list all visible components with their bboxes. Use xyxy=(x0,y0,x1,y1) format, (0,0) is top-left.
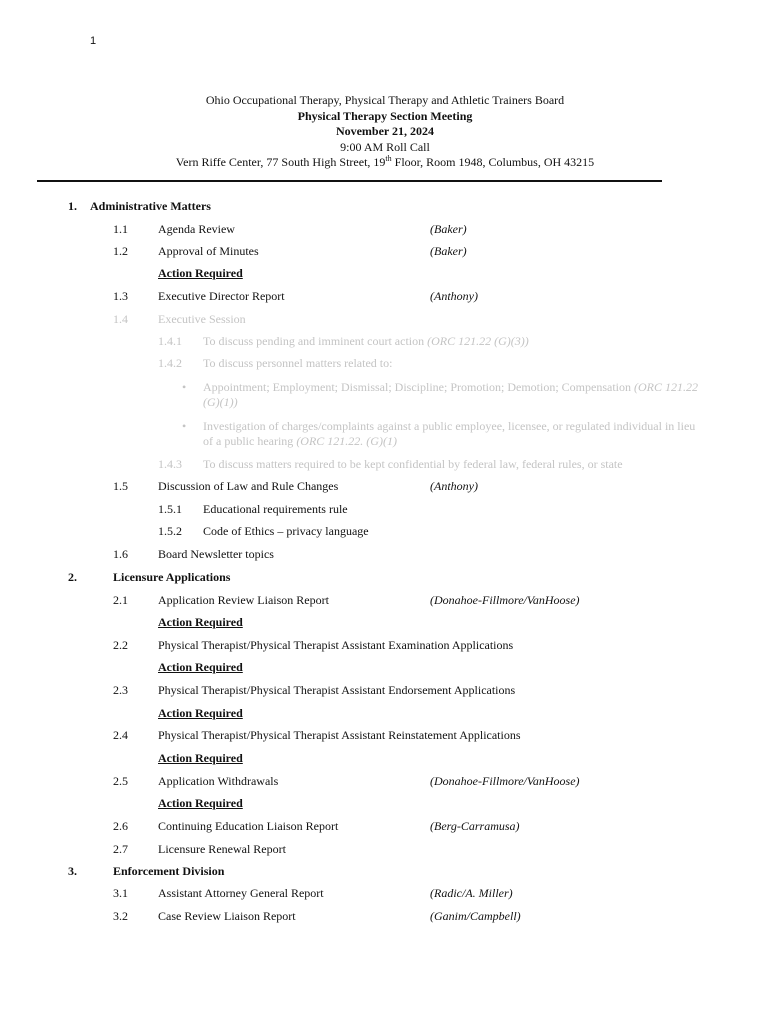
item-2-6-number: 2.6 xyxy=(113,819,128,833)
document-header xyxy=(0,93,770,171)
item-1-4-title: Executive Session xyxy=(158,312,246,326)
item-1-2-action-required: Action Required xyxy=(158,266,243,280)
bullet-icon: • xyxy=(182,419,187,433)
item-2-1-presenter: (Donahoe-Fillmore/VanHoose) xyxy=(430,593,580,607)
item-1-6-number: 1.6 xyxy=(113,547,128,561)
item-1-4-number: 1.4 xyxy=(113,312,128,326)
item-1-5-2-number: 1.5.2 xyxy=(158,524,182,538)
item-1-4-2-bullet-1: Appointment; Employment; Dismissal; Discipline; Promotion; Demotion; Compensation (ORC 121.22 (G)(1)) xyxy=(203,380,698,409)
item-3-1-title: Assistant Attorney General Report xyxy=(158,886,324,900)
item-2-2-action-required: Action Required xyxy=(158,660,243,674)
item-2-1-title: Application Review Liaison Report xyxy=(158,593,329,607)
item-2-2-number: 2.2 xyxy=(113,638,128,652)
item-1-5-1-title: Educational requirements rule xyxy=(203,502,348,516)
header-divider xyxy=(37,180,662,182)
item-1-4-3-number: 1.4.3 xyxy=(158,457,182,471)
section-3-title: Enforcement Division xyxy=(113,864,225,878)
board-name: Ohio Occupational Therapy, Physical Therapy and Athletic Trainers Board xyxy=(205,93,565,107)
section-1-title: Administrative Matters xyxy=(90,199,211,213)
item-1-4-1-number: 1.4.1 xyxy=(158,334,182,348)
meeting-title: Physical Therapy Section Meeting xyxy=(297,108,473,123)
item-2-4-action-required: Action Required xyxy=(158,751,243,765)
item-2-1-action-required: Action Required xyxy=(158,615,243,629)
item-1-1-title: Agenda Review xyxy=(158,222,235,236)
item-2-7-title: Licensure Renewal Report xyxy=(158,842,286,856)
section-3-number: 3. xyxy=(68,864,77,878)
item-1-6-title: Board Newsletter topics xyxy=(158,547,274,561)
item-3-2-presenter: (Ganim/Campbell) xyxy=(430,909,521,923)
item-2-6-presenter: (Berg-Carramusa) xyxy=(430,819,520,833)
item-1-3-number: 1.3 xyxy=(113,289,128,303)
section-2-title: Licensure Applications xyxy=(113,570,231,584)
item-1-2-title: Approval of Minutes xyxy=(158,244,259,258)
section-2-number: 2. xyxy=(68,570,77,584)
section-1-number: 1. xyxy=(68,199,77,213)
item-2-2-title: Physical Therapist/Physical Therapist Assistant Examination Applications xyxy=(158,638,514,652)
item-1-4-2-number: 1.4.2 xyxy=(158,356,182,370)
item-1-5-1-number: 1.5.1 xyxy=(158,502,182,516)
item-2-4-title: Physical Therapist/Physical Therapist Assistant Reinstatement Applications xyxy=(158,728,521,742)
item-1-5-title: Discussion of Law and Rule Changes xyxy=(158,479,339,493)
item-2-1-number: 2.1 xyxy=(113,593,128,607)
item-1-4-2-bullet-2: Investigation of charges/complaints against a public employee, licensee, or regulated individual in lieu of a public hearing (ORC 121.22. (G)(1) xyxy=(203,419,696,448)
item-1-3-title: Executive Director Report xyxy=(158,289,285,303)
item-2-7-number: 2.7 xyxy=(113,842,128,856)
item-1-4-1-title: To discuss pending and imminent court action (ORC 121.22 (G)(3)) xyxy=(203,334,529,348)
item-2-5-number: 2.5 xyxy=(113,774,128,788)
item-1-3-presenter: (Anthony) xyxy=(430,289,478,303)
meeting-location: Vern Riffe Center, 77 South High Street, 19th Floor, Room 1948, Columbus, OH 43215 xyxy=(175,154,595,169)
item-1-1-number: 1.1 xyxy=(113,222,128,236)
item-1-5-number: 1.5 xyxy=(113,479,128,493)
item-2-6-title: Continuing Education Liaison Report xyxy=(158,819,339,833)
item-2-5-presenter: (Donahoe-Fillmore/VanHoose) xyxy=(430,774,580,788)
item-2-3-number: 2.3 xyxy=(113,683,128,697)
meeting-time: 9:00 AM Roll Call xyxy=(340,139,430,154)
item-2-5-action-required: Action Required xyxy=(158,796,243,810)
page-number: 1 xyxy=(90,35,97,47)
item-3-1-presenter: (Radic/A. Miller) xyxy=(430,886,513,900)
bullet-icon: • xyxy=(182,380,187,394)
item-2-3-action-required: Action Required xyxy=(158,706,243,720)
item-3-2-number: 3.2 xyxy=(113,909,128,923)
item-1-2-number: 1.2 xyxy=(113,244,128,258)
item-1-2-presenter: (Baker) xyxy=(430,244,467,258)
item-2-4-number: 2.4 xyxy=(113,728,128,742)
item-1-1-presenter: (Baker) xyxy=(430,222,467,236)
item-3-2-title: Case Review Liaison Report xyxy=(158,909,296,923)
item-1-4-2-title: To discuss personnel matters related to: xyxy=(203,356,393,370)
item-2-5-title: Application Withdrawals xyxy=(158,774,279,788)
item-3-1-number: 3.1 xyxy=(113,886,128,900)
item-1-5-2-title: Code of Ethics – privacy language xyxy=(203,524,369,538)
item-1-4-3-title: To discuss matters required to be kept confidential by federal law, federal rules, or state xyxy=(203,457,623,471)
item-1-5-presenter: (Anthony) xyxy=(430,479,478,493)
item-2-3-title: Physical Therapist/Physical Therapist Assistant Endorsement Applications xyxy=(158,683,516,697)
meeting-date: November 21, 2024 xyxy=(335,124,435,138)
